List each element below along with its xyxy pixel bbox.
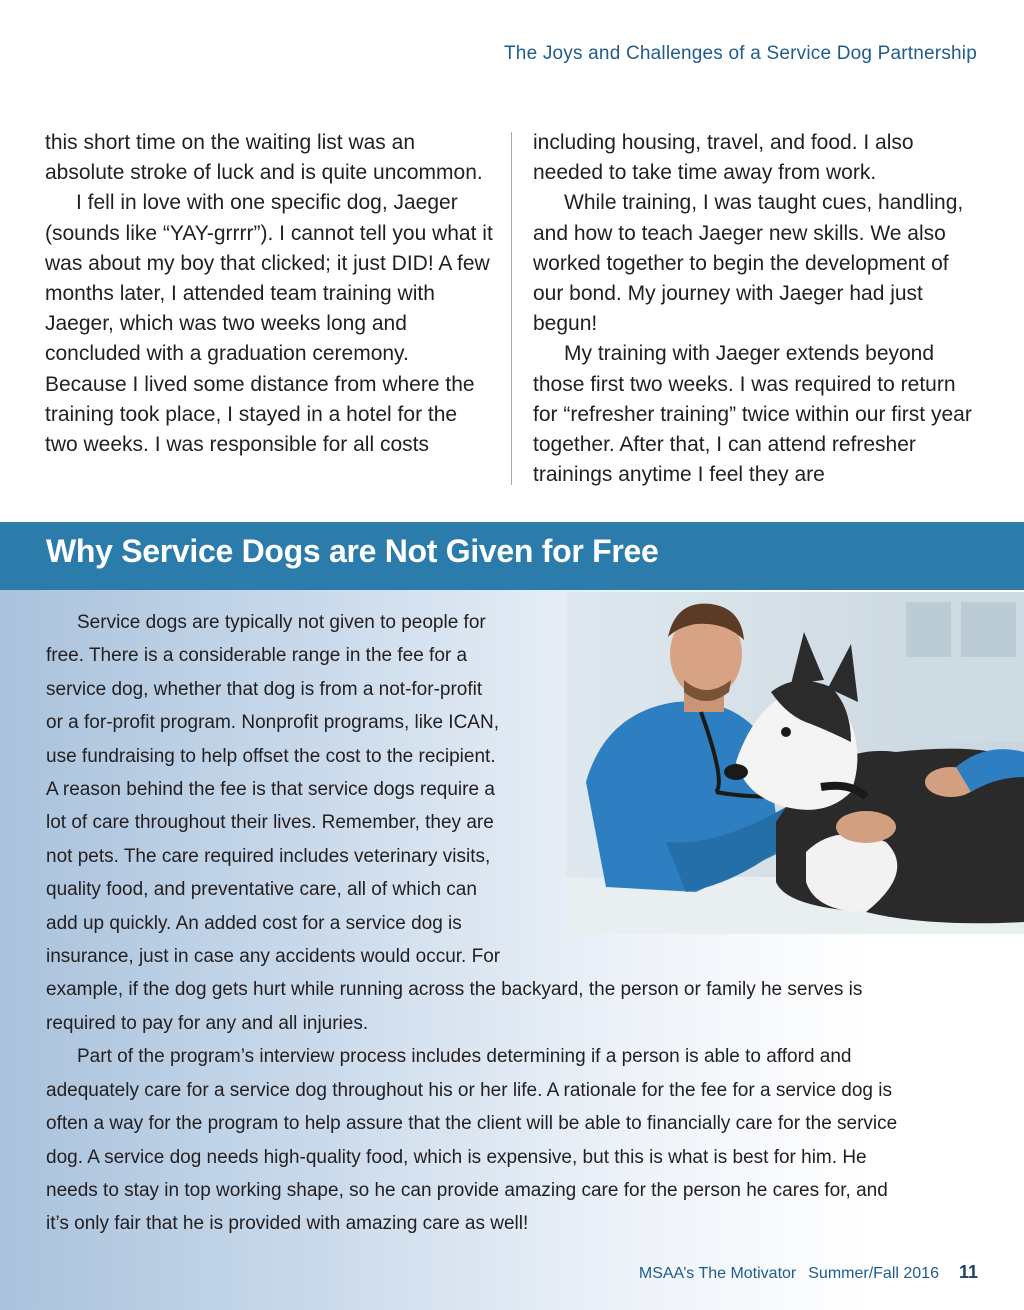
column-divider <box>511 132 512 485</box>
right-column-paragraph: My training with Jaeger extends beyond those first two weeks. I was required to return for “refresher training” twice within our first year together. After that, I can attend refresher trainings anytime I feel they are <box>533 342 972 487</box>
text-line: service dog, whether that dog is from a not-for-profit <box>46 678 483 700</box>
left-column-paragraph: I fell in love with one specific dog, Jaeger (sounds like “YAY-grrrr”). I cannot tell you what it was about my boy that clicked; it just DID! A few months later, I attended team training with Jaeger, which was two weeks long and concluded with a graduation ceremony. Because I lived some distance from where the training took place, I stayed in a hotel for the two weeks. I was responsible for all costs <box>45 191 493 457</box>
text-line: adequately care for a service dog throughout his or her life. A rationale for the fee for a service dog is <box>46 1079 892 1101</box>
left-column-paragraph: this short time on the waiting list was an absolute stroke of luck and is quite uncommon. <box>45 131 483 185</box>
right-column <box>533 128 980 490</box>
text-line: or a for-profit program. Nonprofit programs, like ICAN, <box>46 712 499 734</box>
text-line: free. There is a considerable range in the fee for a <box>46 645 468 667</box>
article-columns <box>45 128 980 490</box>
text-line: dog. A service dog needs high-quality food, which is expensive, but this is what is best for him. He <box>46 1146 867 1168</box>
text-line: Part of the program’s interview process includes determining if a person is able to afford and <box>77 1046 852 1068</box>
sidebar-title: Why Service Dogs are Not Given for Free <box>46 533 659 569</box>
issue-date: Summer/Fall 2016 <box>808 1265 939 1282</box>
right-column-paragraph: While training, I was taught cues, handling, and how to teach Jaeger new skills. We also worked together to begin the development of our bond. My journey with Jaeger had just begun! <box>533 191 964 336</box>
sidebar-box <box>0 522 1024 1310</box>
left-column <box>45 128 495 460</box>
publication-name: MSAA’s The Motivator <box>638 1265 797 1282</box>
sidebar-paragraph <box>46 1040 981 1240</box>
text-line: needs to stay in top working shape, so he can provide amazing care for the person he cares for, and <box>46 1179 888 1201</box>
sidebar-paragraph <box>46 606 981 1040</box>
text-line: required to pay for any and all injuries. <box>46 1012 369 1034</box>
text-line: often a way for the program to help assure that the client will be able to financially care for the service <box>46 1113 898 1135</box>
text-line: example, if the dog gets hurt while running across the backyard, the person or family he serves is <box>46 979 863 1001</box>
page-footer <box>639 1262 978 1283</box>
text-line: lot of care throughout their lives. Remember, they are <box>46 812 494 834</box>
text-line: add up quickly. An added cost for a service dog is <box>46 912 462 934</box>
text-line: Service dogs are typically not given to people for <box>77 612 486 633</box>
page-number: 11 <box>958 1262 978 1282</box>
text-line: A reason behind the fee is that service dogs require a <box>46 779 495 801</box>
text-line: it’s only fair that he is provided with amazing care as well! <box>46 1213 529 1235</box>
sidebar-title-bar <box>0 522 1024 590</box>
running-head: The Joys and Challenges of a Service Dog Partnership <box>504 43 977 64</box>
right-column-paragraph: including housing, travel, and food. I also needed to take time away from work. <box>533 131 914 185</box>
sidebar-body <box>46 606 981 1241</box>
text-line: quality food, and preventative care, all of which can <box>46 879 477 901</box>
text-line: insurance, just in case any accidents would occur. For <box>46 946 501 968</box>
text-line: use fundraising to help offset the cost to the recipient. <box>46 745 496 767</box>
text-line: not pets. The care required includes veterinary visits, <box>46 845 491 867</box>
